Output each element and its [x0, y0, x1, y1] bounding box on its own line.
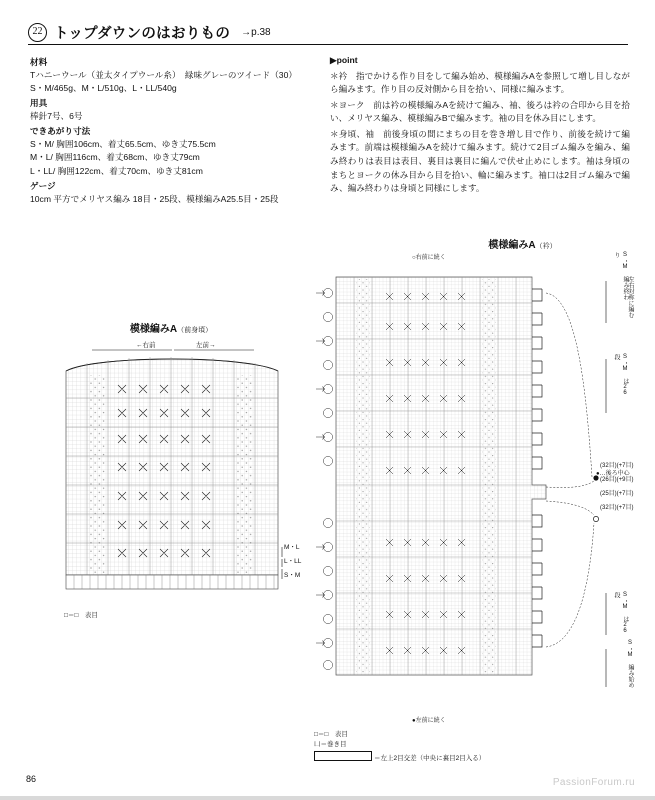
page-number: 86: [26, 774, 37, 784]
note-stitch-count-2: (26目)(+9目): [600, 477, 634, 483]
chart-left-title-text: 模様編みA: [129, 324, 178, 335]
note-sm-26rows-bottom: S・M は26段: [613, 592, 628, 634]
point-item: ＊ヨーク 前は衿の模様編みAを続けて編み、袖、後ろは衿の合印から目を拾い、メリヤス編み、模様編みBで編みます。袖の目を休み目にします。: [330, 99, 630, 124]
page-reference: →p.38: [241, 27, 271, 38]
tools-label: 用具: [30, 98, 48, 109]
chart-left-grid: [26, 335, 316, 605]
note-sm-26rows-top: S・M は26段: [613, 354, 628, 396]
point-item: ＊衿 指でかける作り目をして編み始め、模様編みAを参照して増し目しながら編みます。作り目の反対側から目を拾い、同様に編みます。: [330, 70, 630, 95]
chart-right-bottom-note: ●左前に続く: [412, 718, 446, 724]
point-heading: ▶point: [330, 55, 358, 65]
pattern-number-badge: 22: [28, 23, 47, 42]
chart-left-legend: [64, 611, 316, 621]
materials-line: Tハニーウール（並太タイプウール糸） 緑味グレーのツイード（30）: [30, 70, 297, 81]
legend-item-knit: □＝□ 表目: [314, 731, 348, 738]
note-stitch-count-4: (32目)(+7目): [600, 505, 634, 511]
size-label-ml: M・L: [284, 544, 300, 551]
materials-info-column: [30, 54, 320, 206]
finished-line: L・LL/ 胸囲122cm、着丈70cm、ゆき丈81cm: [30, 165, 203, 176]
tools-line: 棒針7号、6号: [30, 111, 83, 122]
chart-right-top-note: ○右前に続く: [412, 255, 446, 261]
note-stitch-count-3: (25目)(+7目): [600, 491, 634, 497]
marker-back-center: ●…後ろ中心: [596, 471, 630, 477]
finished-line: M・L/ 胸囲116cm、着丈68cm、ゆき丈79cm: [30, 152, 200, 163]
page-header: [28, 22, 271, 43]
chart-left-subtitle: （前身頃）: [177, 327, 213, 334]
chart-left-title: [26, 320, 316, 335]
point-item: ＊身頃、袖 前後身頃の間にまちの目を巻き増し目で作り、前後を続けて編みます。前端は模様編みAを続けて編みます。続けて2目ゴム編みを編み、編み終わりは表目は表目、裏目は裏目に編んで伏せ止めにします。袖は身頃のまちとヨークの休み目から目を拾い、輪に編みます。袖口は2目ゴム編みで編み、編み終わりは身頃と同様にします。: [330, 128, 630, 194]
page-bottom-edge: [0, 796, 655, 800]
page-title: トップダウンのはおりもの: [54, 26, 231, 42]
gauge-line: 10cm 平方でメリヤス編み 18目・25段、模様編みA25.5目・25段: [30, 193, 279, 204]
note-sm-finish: S・M 編み終わり: [613, 252, 628, 300]
svg-text:左前→: 左前→: [196, 342, 216, 349]
chart-right-grid: [300, 263, 645, 713]
materials-label: 材料: [30, 57, 48, 67]
size-label-lll: L・LL: [284, 558, 302, 565]
note-symmetry: 左右対称に編む: [627, 276, 633, 318]
gauge-label: ゲージ: [30, 180, 56, 191]
legend-item-cable: [314, 751, 645, 764]
chart-front-body: [26, 320, 316, 621]
materials-line: S・M/465g、M・L/510g、L・LL/540g: [30, 83, 177, 94]
finished-label: できあがり寸法: [30, 126, 91, 137]
header-divider: [28, 44, 628, 45]
svg-text:←右前: ←右前: [136, 342, 156, 349]
legend-item-cable-text: ＝左上2目交差（中央に裏目2目入る）: [374, 754, 486, 762]
note-stitch-count-1: (32目)(+7目): [600, 463, 634, 469]
chart-right-title-text: 模様編みA: [488, 240, 536, 251]
finished-line: S・M/ 胸囲106cm、着丈65.5cm、ゆき丈75.5cm: [30, 139, 216, 150]
point-column: [330, 54, 630, 198]
watermark: PassionForum.ru: [552, 777, 635, 788]
note-sm-start: S・M 編み始め: [627, 640, 633, 688]
chart-right-subtitle: （衿）: [535, 243, 557, 250]
chart-collar: [300, 236, 645, 764]
legend-item-knit: □＝□ 表目: [64, 612, 98, 619]
legend-item-yarnover: 凵＝巻き目: [314, 741, 347, 749]
size-label-sm: S・M: [284, 572, 301, 579]
chart-right-legend: [314, 730, 645, 764]
chart-right-title: [400, 236, 645, 251]
cable-symbol-swatch: [314, 751, 372, 761]
